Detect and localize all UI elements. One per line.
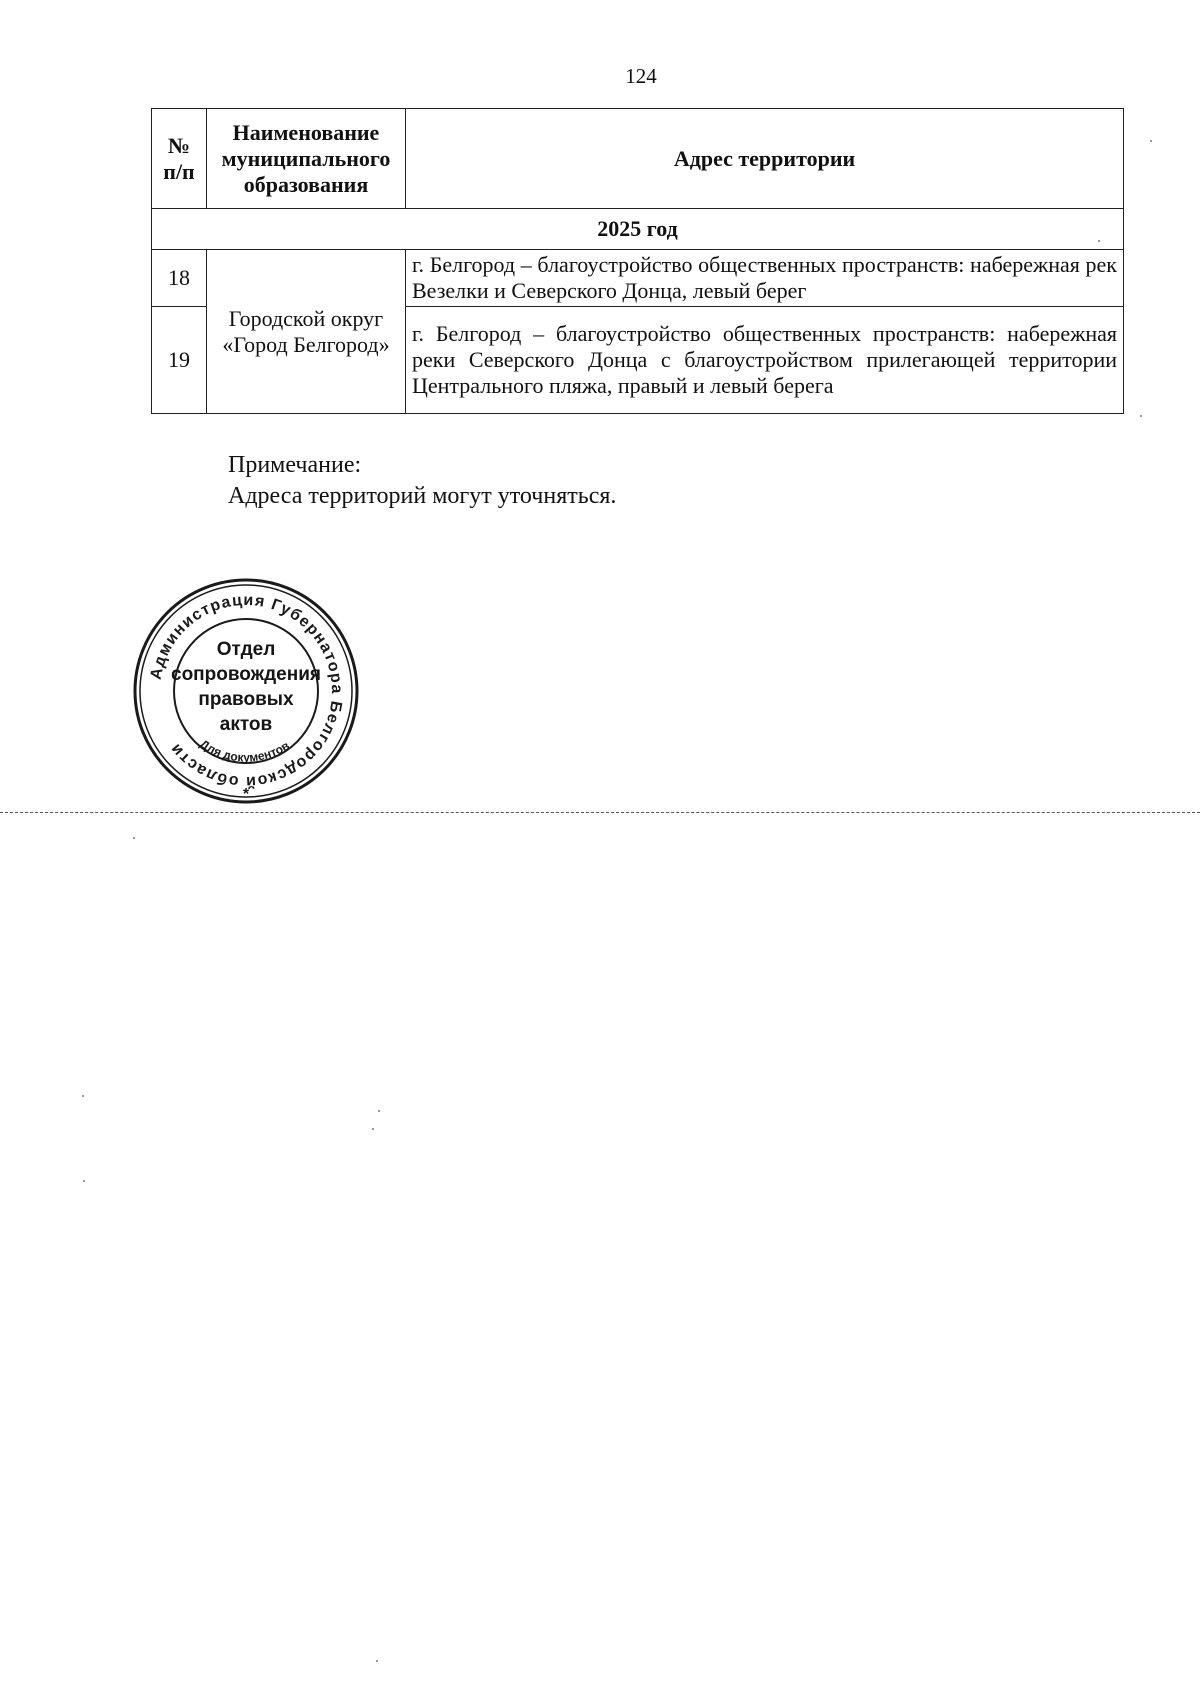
header-num: № п/п xyxy=(152,109,207,209)
scan-speck xyxy=(372,1128,374,1130)
svg-text:Для документов xyxy=(197,737,292,765)
row-num: 18 xyxy=(152,250,207,307)
stamp-bottom-text: Для документов xyxy=(197,736,292,765)
header-address: Адрес территории xyxy=(406,109,1124,209)
address-cell: г. Белгород – благоустройство общественных пространств: набережная реки Северского Донца с благоустройством прилегающей территории Центрального пляжа, правый и левый берега xyxy=(406,307,1124,414)
stamp-line: правовых xyxy=(198,689,294,710)
year-row xyxy=(152,209,1124,250)
stamp-line: сопровождения xyxy=(171,664,321,685)
scan-speck xyxy=(1150,140,1152,142)
scan-speck xyxy=(1140,415,1142,417)
stamp-line: актов xyxy=(219,714,273,735)
scan-speck xyxy=(133,837,135,839)
territory-table xyxy=(151,108,1124,414)
scan-speck xyxy=(82,1095,84,1097)
page-number: 124 xyxy=(625,64,657,88)
table-header-row xyxy=(152,109,1124,209)
scan-speck xyxy=(378,1110,380,1112)
official-stamp xyxy=(130,575,362,807)
stamp-outer-text: Администрация Губернатора Белгородской области xyxy=(147,591,346,791)
dashed-separator xyxy=(0,812,1200,813)
stamp-line: Отдел xyxy=(216,639,276,660)
municipality-cell: Городской округ «Город Белгород» xyxy=(207,250,406,414)
note-title: Примечание: xyxy=(228,452,362,478)
scan-speck xyxy=(1098,240,1100,242)
header-municipality: Наименование муниципального образования xyxy=(207,109,406,209)
note-text: Адреса территорий могут уточняться. xyxy=(228,483,617,509)
address-cell: г. Белгород – благоустройство общественных пространств: набережная рек Везелки и Северского Донца, левый берег xyxy=(406,250,1124,307)
scan-speck xyxy=(376,1660,378,1662)
stamp-star: * xyxy=(242,786,250,803)
row-num: 19 xyxy=(152,307,207,414)
note-block xyxy=(228,450,616,512)
stamp-inner-text xyxy=(130,637,362,737)
table-row xyxy=(152,250,1124,307)
scan-speck xyxy=(83,1180,85,1182)
year-label: 2025 год xyxy=(152,209,1124,250)
